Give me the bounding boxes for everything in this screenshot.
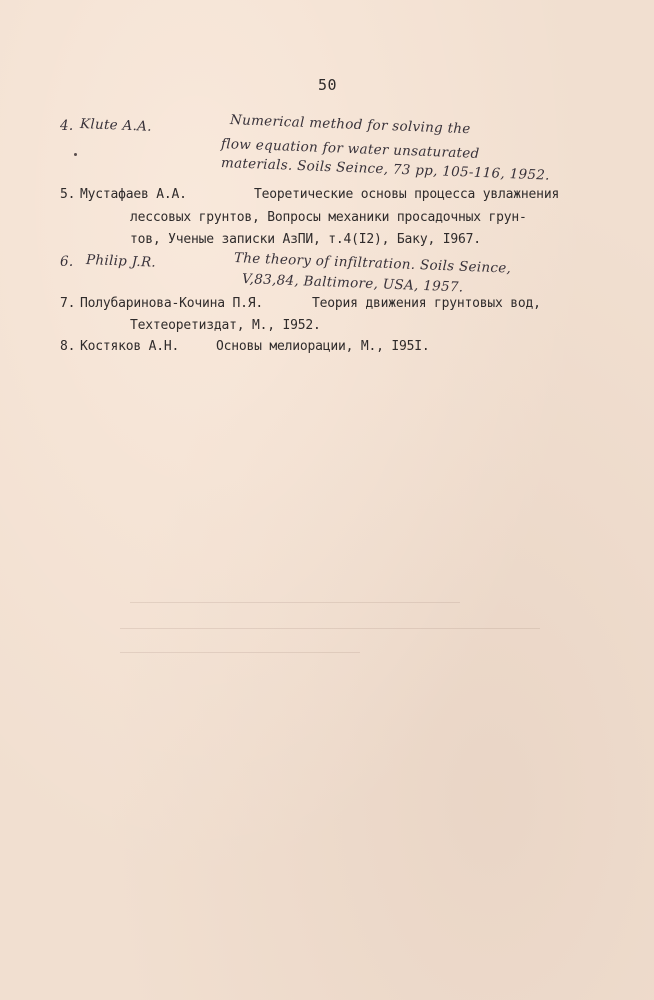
ref-number: 4. bbox=[60, 118, 74, 134]
ref-number: 5. bbox=[60, 187, 76, 202]
ref-text-line: Техтеоретиздат, М., I952. bbox=[130, 318, 321, 333]
ref-text-line: Numerical method for solving the bbox=[229, 112, 471, 138]
bleed-through-mark bbox=[130, 602, 460, 603]
ref-text-line: Теория движения грунтовых вод, bbox=[312, 296, 541, 311]
ink-speck bbox=[74, 153, 77, 156]
ref-text-line: materials. Soils Seince, 73 pp, 105-116, 1952. bbox=[220, 155, 551, 184]
ref-text-line: V,83,84, Baltimore, USA, 1957. bbox=[241, 271, 464, 296]
ref-number: 7. bbox=[60, 296, 76, 311]
ref-text-line: Теоретические основы процесса увлажнения bbox=[254, 187, 560, 202]
ref-author: Klute A.A. bbox=[79, 116, 153, 135]
ref-author: Полубаринова-Кочина П.Я. bbox=[80, 296, 264, 311]
ref-text-line: тов, Ученые записки АзПИ, т.4(I2), Баку, I967. bbox=[130, 232, 481, 247]
ref-text-line: The theory of infiltration. Soils Seince, bbox=[233, 250, 512, 277]
ref-number: 8. bbox=[60, 339, 76, 354]
bleed-through-mark bbox=[120, 652, 360, 653]
ref-author: Мустафаев А.А. bbox=[80, 187, 187, 202]
ref-number: 6. bbox=[60, 254, 74, 270]
page-number: 50 bbox=[318, 76, 338, 94]
ref-text-line: лессовых грунтов, Вопросы механики просадочных грун- bbox=[130, 210, 527, 225]
ref-text-line: flow equation for water unsaturated bbox=[220, 136, 480, 162]
bleed-through-mark bbox=[120, 628, 540, 629]
ref-author: Philip J.R. bbox=[85, 252, 157, 271]
ref-author: Костяков А.Н. bbox=[80, 339, 180, 354]
ref-text-line: Основы мелиорации, М., I95I. bbox=[216, 339, 430, 354]
